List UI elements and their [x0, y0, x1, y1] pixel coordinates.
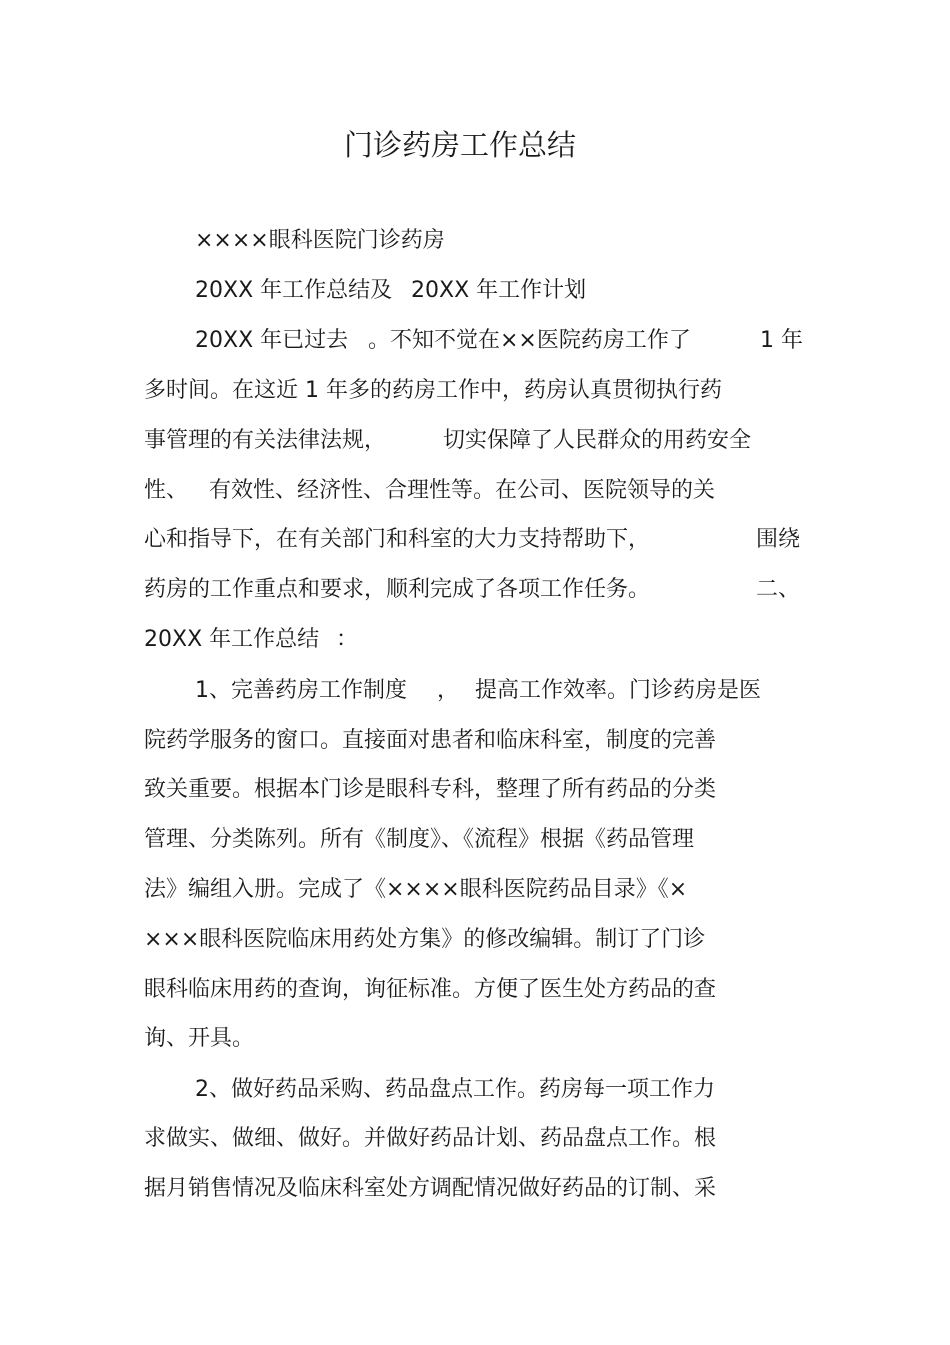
text-line: 求做实、做细、做好。并做好药品计划、药品盘点工作。根 [144, 1126, 717, 1151]
text-line: 性、 [144, 478, 189, 503]
text-line: 围绕 [756, 527, 801, 552]
text-line: 心和指导下，在有关部门和科室的大力支持帮助下， [144, 527, 651, 552]
text-line: 20XX 年工作总结 [144, 627, 320, 652]
text-line: ×××眼科医院临床用药处方集》的修改编辑。制订了门诊 [144, 927, 706, 952]
text-line: 眼科临床用药的查询，询征标准。方便了医生处方药品的查 [144, 977, 717, 1002]
text-line: 询、开具。 [144, 1026, 255, 1051]
text-line: 20XX 年已过去 [195, 328, 349, 353]
text-line: 提高工作效率。门诊药房是医 [475, 678, 762, 703]
text-line: ××××眼科医院门诊药房 [195, 228, 445, 253]
text-line: 切实保障了人民群众的用药安全 [443, 428, 752, 453]
text-line: 2、做好药品采购、药品盘点工作。药房每一项工作力 [195, 1077, 715, 1102]
document-title: 门诊药房工作总结 [343, 128, 576, 162]
text-line: ， [437, 678, 460, 703]
text-line: 致关重要。根据本门诊是眼科专科，整理了所有药品的分类 [144, 777, 717, 802]
text-line: 20XX 年工作总结及 [195, 278, 393, 303]
text-line: 药房的工作重点和要求，顺利完成了各项工作任务。 [144, 577, 651, 602]
text-line: 事管理的有关法律法规， [144, 428, 387, 453]
text-line: 管理、分类陈列。所有《制度》、《流程》根据《药品管理 [144, 827, 695, 852]
text-line: 有效性、经济性、合理性等。在公司、医院领导的关 [209, 478, 716, 503]
text-line: 二、 [756, 577, 801, 602]
text-line: ： [336, 627, 359, 652]
text-line: 20XX 年工作计划 [411, 278, 587, 303]
text-line: 1 年 [760, 328, 803, 353]
text-line: 。不知不觉在××医院药房工作了 [368, 328, 691, 353]
text-line: 多时间。在这近 1 年多的药房工作中，药房认真贯彻执行药 [144, 378, 722, 403]
text-line: 院药学服务的窗口。直接面对患者和临床科室，制度的完善 [144, 728, 717, 753]
text-line: 1、完善药房工作制度 [195, 678, 407, 703]
text-line: 据月销售情况及临床科室处方调配情况做好药品的订制、采 [144, 1176, 717, 1201]
text-line: 法》编组入册。完成了《××××眼科医院药品目录》《× [144, 877, 688, 902]
